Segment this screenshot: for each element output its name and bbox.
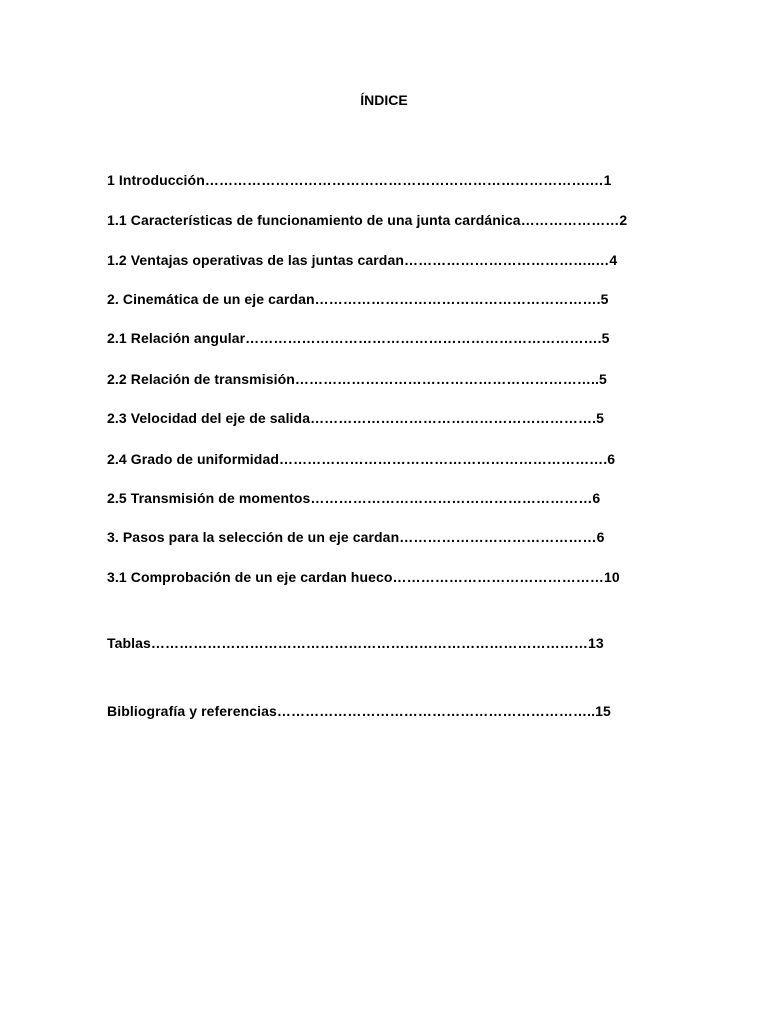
toc-entry-cinematica: 2. Cinemática de un eje cardan…………………………………………………….5 (107, 291, 609, 307)
toc-entry-caracteristicas: 1.1 Características de funcionamiento de una junta cardánica…………………2 (107, 212, 628, 228)
toc-entry-velocidad: 2.3 Velocidad del eje de salida…………………………………………………….5 (107, 410, 604, 426)
toc-entry-tablas: Tablas…………………………………………………………………………………13 (107, 635, 604, 651)
toc-entry-bibliografia: Bibliografía y referencias…………………………………………………………..15 (107, 703, 611, 719)
toc-entry-pasos-seleccion: 3. Pasos para la selección de un eje cardan……………………………………6 (107, 529, 605, 545)
toc-entry-ventajas: 1.2 Ventajas operativas de las juntas cardan…………………………………..…4 (107, 252, 618, 268)
toc-entry-relacion-transmision: 2.2 Relación de transmisión………………………………………………………..5 (107, 371, 607, 387)
toc-entry-comprobacion: 3.1 Comprobación de un eje cardan hueco………………………………………10 (107, 569, 620, 585)
toc-entry-grado-uniformidad: 2.4 Grado de uniformidad…………………………………………………………….6 (107, 451, 616, 467)
toc-entry-introduccion: 1 Introducción……………………………………………………………………….…1 (107, 172, 612, 188)
toc-entry-transmision-momentos: 2.5 Transmisión de momentos……………………………………………………6 (107, 490, 601, 506)
page-title: ÍNDICE (360, 92, 408, 108)
toc-entry-relacion-angular: 2.1 Relación angular………………………………………………………………….5 (107, 330, 610, 346)
